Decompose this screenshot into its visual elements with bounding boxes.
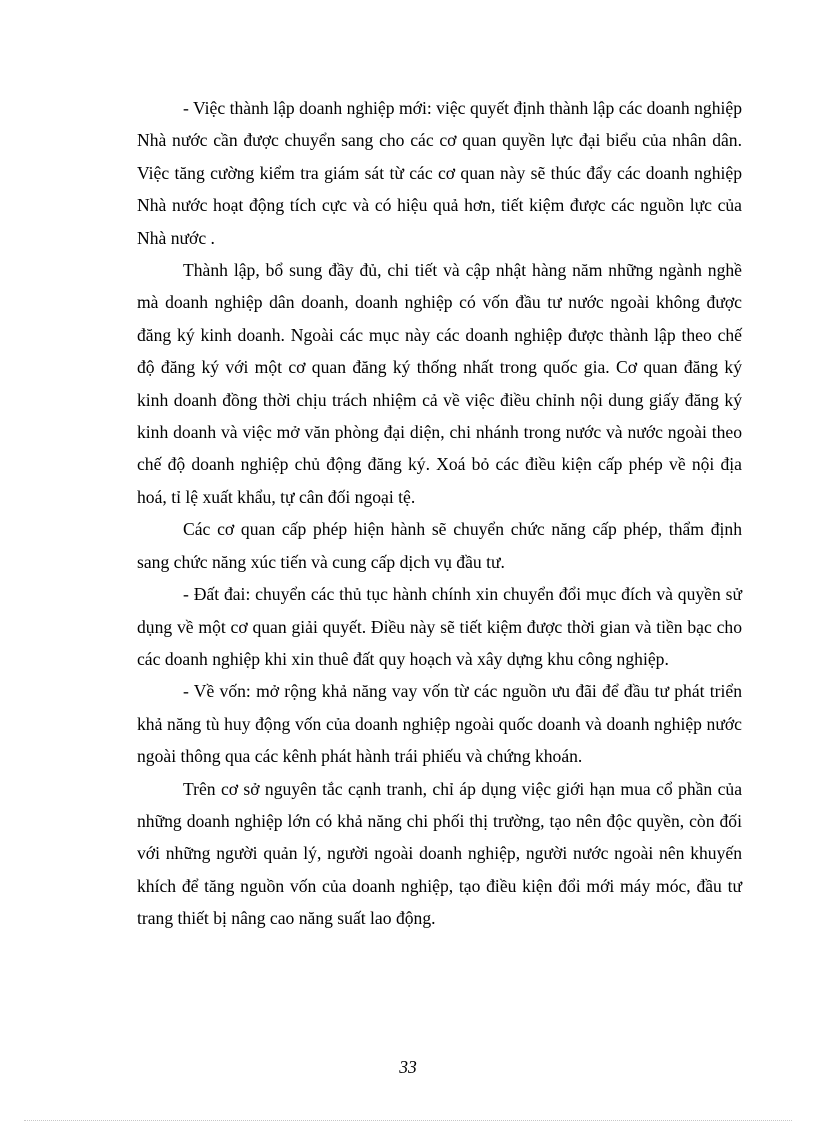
footer-divider — [24, 1120, 792, 1121]
body-text — [137, 92, 742, 935]
paragraph-registration: Thành lập, bổ sung đầy đủ, chi tiết và cập nhật hàng năm những ngành nghề mà doanh nghiệp dân doanh, doanh nghiệp có vốn đầu tư nước ngoài không được đăng ký kinh doanh. Ngoài các mục này các doanh nghiệp được thành lập theo chế độ đăng ký với một cơ quan đăng ký thống nhất trong quốc gia. Cơ quan đăng ký kinh doanh đồng thời chịu trách nhiệm cả về việc điều chỉnh nội dung giấy đăng ký kinh doanh và việc mở văn phòng đại diện, chi nhánh trong nước và nước ngoài theo chế độ doanh nghiệp chủ động đăng ký. Xoá bỏ các điều kiện cấp phép về nội địa hoá, tỉ lệ xuất khẩu, tự cân đối ngoại tệ. — [137, 260, 742, 507]
paragraph-new-enterprise: - Việc thành lập doanh nghiệp mới: việc quyết định thành lập các doanh nghiệp Nhà nước cần được chuyển sang cho các cơ quan quyền lực đại biểu của nhân dân. Việc tăng cường kiểm tra giám sát từ các cơ quan này sẽ thúc đẩy các doanh nghiệp Nhà nước hoạt động tích cực và có hiệu quả hơn, tiết kiệm được các nguồn lực của Nhà nước . — [137, 98, 742, 248]
paragraph-capital: - Về vốn: mở rộng khả năng vay vốn từ các nguồn ưu đãi để đầu tư phát triển khả năng tù huy động vốn của doanh nghiệp ngoài quốc doanh và doanh nghiệp nước ngoài thông qua các kênh phát hành trái phiếu và chứng khoán. — [137, 681, 742, 767]
paragraph-licensing-agencies: Các cơ quan cấp phép hiện hành sẽ chuyển chức năng cấp phép, thẩm định sang chức năng xúc tiến và cung cấp dịch vụ đầu tư. — [137, 519, 742, 572]
page-number: 33 — [399, 1057, 417, 1077]
paragraph-competition: Trên cơ sở nguyên tắc cạnh tranh, chỉ áp dụng việc giới hạn mua cổ phần của những doanh nghiệp lớn có khả năng chi phối thị trường, tạo nên độc quyền, còn đối với những người quản lý, người ngoài doanh nghiệp, người nước ngoài nên khuyến khích để tăng nguồn vốn của doanh nghiệp, tạo điều kiện đổi mới máy móc, đầu tư trang thiết bị nâng cao năng suất lao động. — [137, 778, 742, 929]
paragraph-land: - Đất đai: chuyển các thủ tục hành chính xin chuyển đổi mục đích và quyền sử dụng về một cơ quan giải quyết. Điều này sẽ tiết kiệm được thời gian và tiền bạc cho các doanh nghiệp khi xin thuê đất quy hoạch và xây dựng khu công nghiệp. — [137, 584, 742, 669]
